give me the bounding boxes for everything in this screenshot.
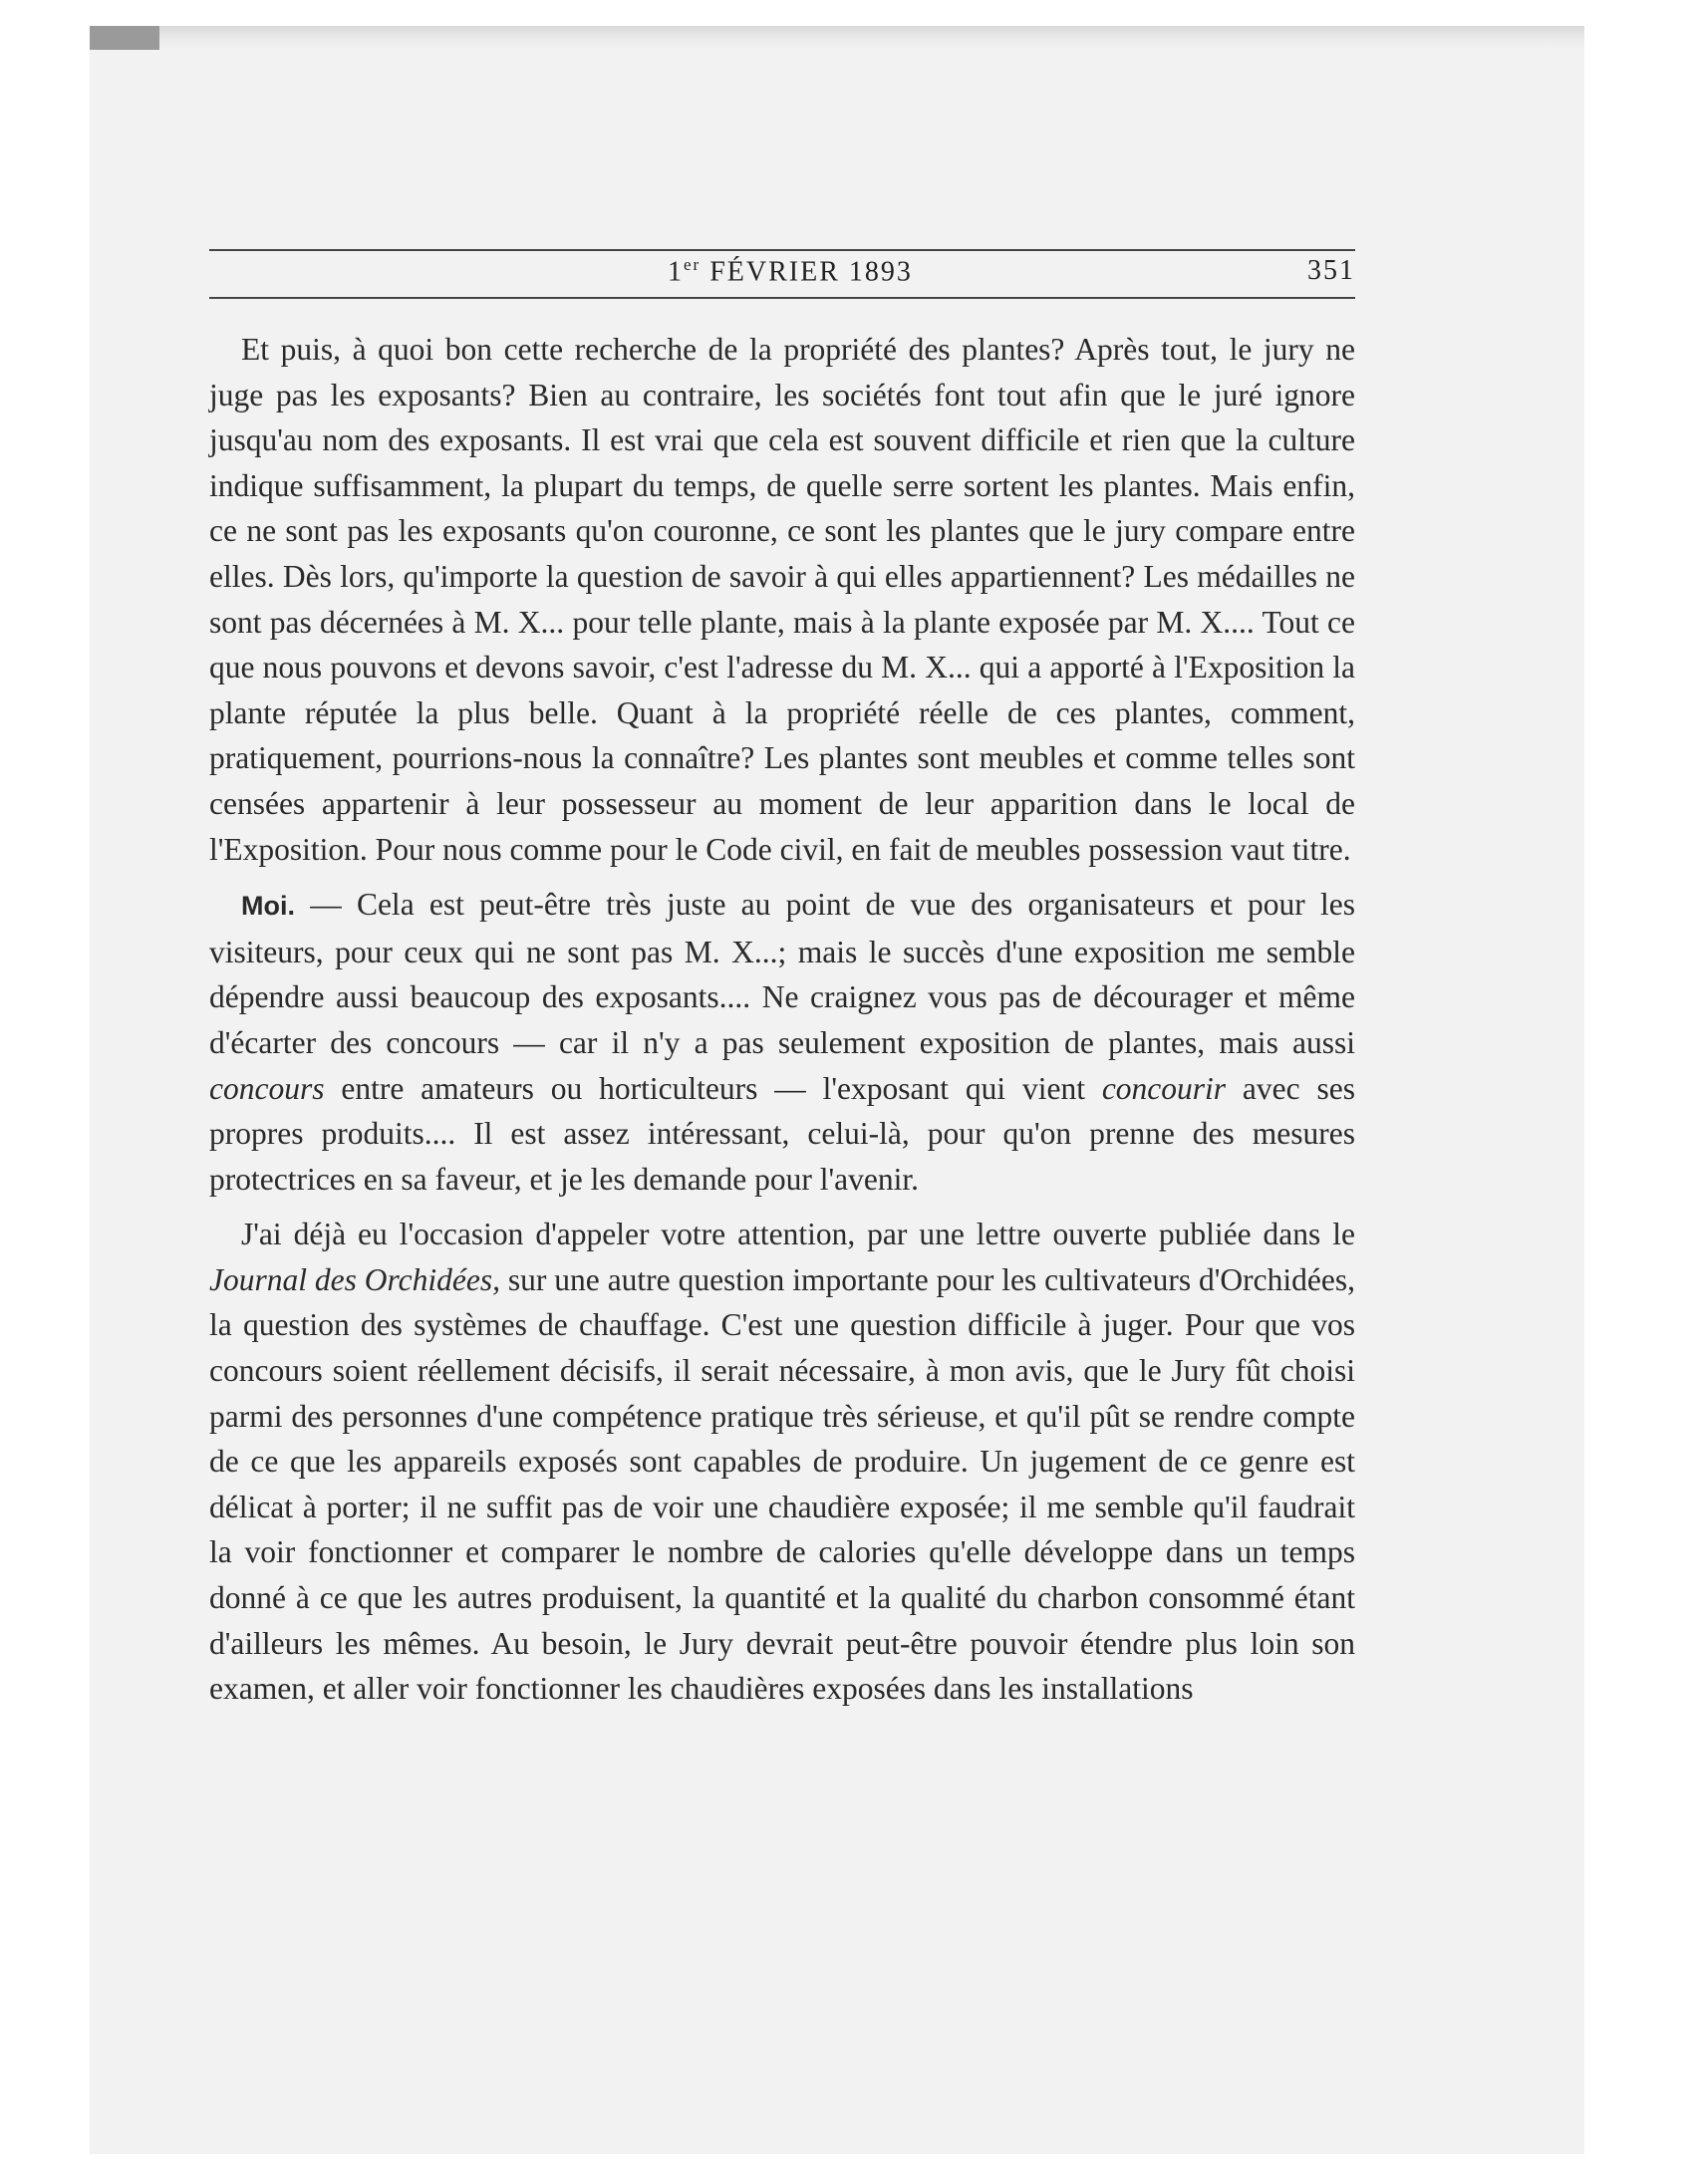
date-number: 1 [668, 256, 684, 288]
paragraph-2: Moi. — Cela est peut-être très juste au point de vue des organisateurs et pour les visiteurs, pour ceux qui ne sont pas M. X...; mais le succès d'une exposition me semble dépendre aussi beaucoup des exposants.... Ne craignez vous pas de décourager et même d'écarter des concours — car il n'y a pas seulement exposition de plantes, mais aussi concours entre amateurs ou horticulteurs — l'exposant qui vient concourir avec ses propres produits.... Il est assez intéressant, celui-là, pour qu'on prenne des mesures protectrices en sa faveur, et je les demande pour l'avenir. [209, 887, 1355, 1197]
header-date [668, 255, 913, 288]
speaker-label: Moi. [241, 891, 295, 922]
paragraph-1: Et puis, à quoi bon cette recherche de la propriété des plantes? Après tout, le jury ne juge pas les exposants? Bien au contraire, les sociétés font tout afin que le juré ignore jusqu'au nom des exposants. Il est vrai que cela est souvent difficile et rien que la culture indique suffisamment, la plupart du temps, de quelle serre sortent les plantes. Mais enfin, ce ne sont pas les exposants qu'on couronne, ce sont les plantes que le jury compare entre elles. Dès lors, qu'importe la question de savoir à qui elles appartiennent? Les médailles ne sont pas décernées à M. X... pour telle plante, mais à la plante exposée par M. X.... Tout ce que nous pouvons et devons savoir, c'est l'adresse du M. X... qui a apporté à l'Exposition la plante réputée la plus belle. Quant à la propriété réelle de ces plantes, comment, pratiquement, pourrions-nous la connaître? Les plantes sont meubles et comme telles sont censées appartenir à leur possesseur au moment de leur apparition dans le local de l'Exposition. Pour nous comme pour le Code civil, en fait de meubles possession vaut titre. [209, 332, 1355, 867]
date-superscript: er [684, 255, 702, 274]
italic-term: concours [209, 1070, 325, 1106]
journal-title: Journal des Orchidées, [209, 1261, 500, 1297]
paragraph-3: J'ai déjà eu l'occasion d'appeler votre attention, par une lettre ouverte publiée dans le Journal des Orchidées, sur une autre question importante pour les cultivateurs d'Orchidées, la question des systèmes de chauffage. C'est une question difficile à juger. Pour que vos concours soient réellement décisifs, il serait nécessaire, à mon avis, que le Jury fût choisi parmi des personnes d'une compétence pratique très sérieuse, et qu'il pût se rendre compte de ce que les appareils exposés sont capables de produire. Un jugement de ce genre est délicat à porter; il ne suffit pas de voir une chaudière exposée; il me semble qu'il faudrait la voir fonctionner et comparer le nombre de calories qu'elle développe dans un temps donné à ce que les autres produisent, la quantité et la qualité du charbon consommé étant d'ailleurs les mêmes. Au besoin, le Jury devrait peut-être pouvoir étendre plus loin son examen, et aller voir fonctionner les chaudières exposées dans les installations [209, 1217, 1355, 1707]
date-month-year: FÉVRIER 1893 [701, 256, 913, 288]
italic-term: concourir [1101, 1070, 1227, 1106]
body-text [209, 327, 1355, 1712]
running-header [209, 255, 1355, 295]
scan-top-edge [90, 26, 1584, 50]
page-number: 351 [1307, 255, 1355, 286]
header-rule-bottom [209, 297, 1355, 299]
journal-page [209, 229, 1355, 1973]
header-rule-top [209, 249, 1355, 251]
scan-corner-shadow [90, 26, 159, 50]
